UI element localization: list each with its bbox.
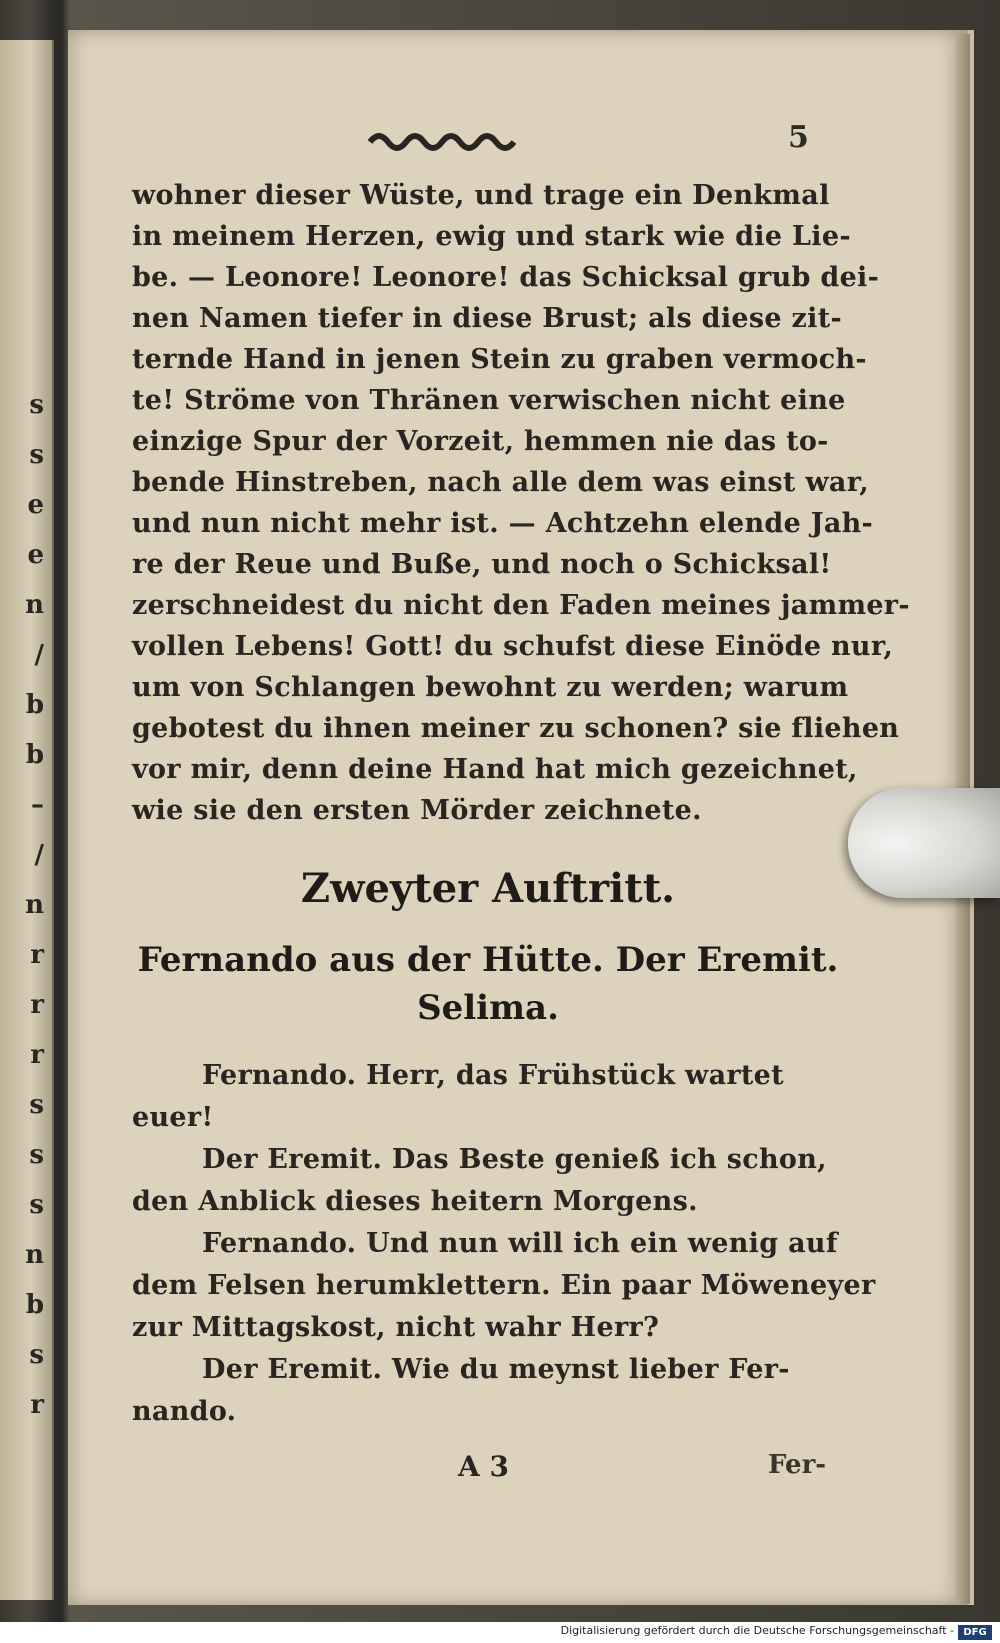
text-line: nen Namen tiefer in diese Brust; als diese zit-: [132, 303, 843, 334]
text-line: gebotest du ihnen meiner zu schonen? sie fliehen: [132, 713, 900, 744]
dialogue-line: zur Mittagskost, nicht wahr Herr?: [132, 1312, 660, 1343]
margin-fragment: n: [25, 1240, 44, 1270]
text-line: und nun nicht mehr ist. — Achtzehn elende Jah-: [132, 508, 874, 539]
dialogue-line: dem Felsen herumklettern. Ein paar Möweneyer: [132, 1270, 876, 1301]
margin-fragment: /: [34, 640, 44, 670]
margin-fragment: s: [29, 1140, 44, 1170]
page-number: 5: [788, 120, 809, 155]
dialogue-line: Fernando. Herr, das Frühstück wartet: [202, 1060, 784, 1091]
text-line: in meinem Herzen, ewig und stark wie die Lie-: [132, 221, 851, 252]
dialogue-line: nando.: [132, 1396, 237, 1427]
dialogue-line: den Anblick dieses heitern Morgens.: [132, 1186, 698, 1217]
dialogue-line: Fernando. Und nun will ich ein wenig auf: [202, 1228, 838, 1259]
text-line: ternde Hand in jenen Stein zu graben vermoch-: [132, 344, 867, 375]
text-line: te! Ströme von Thränen verwischen nicht eine: [132, 385, 846, 416]
wavy-ornament-icon: [368, 128, 518, 152]
signature-mark: A 3: [458, 1450, 509, 1483]
margin-fragment: r: [30, 990, 44, 1020]
cast-line: Selima.: [417, 988, 559, 1028]
text-line: bende Hinstreben, nach alle dem was einst war,: [132, 467, 869, 498]
margin-fragment: n: [25, 590, 44, 620]
margin-fragment: r: [30, 1390, 44, 1420]
margin-fragment: s: [29, 440, 44, 470]
margin-fragment: b: [25, 1290, 44, 1320]
margin-fragment: b: [25, 740, 44, 770]
margin-fragment: s: [29, 1190, 44, 1220]
margin-fragment: s: [29, 1340, 44, 1370]
dialogue-line: Der Eremit. Das Beste genieß ich schon,: [202, 1144, 827, 1175]
margin-fragment: r: [30, 940, 44, 970]
footer-credit: Digitalisierung gefördert durch die Deutsche Forschungsgemeinschaft -: [560, 1624, 954, 1637]
text-line: zerschneidest du nicht den Faden meines jammer-: [132, 590, 910, 621]
dialogue-line: euer!: [132, 1102, 214, 1133]
text-line: einzige Spur der Vorzeit, hemmen nie das to-: [132, 426, 829, 457]
metal-clip-icon: [848, 788, 1000, 898]
margin-fragment: r: [30, 1040, 44, 1070]
scene-heading: Zweyter Auftritt.: [300, 865, 676, 912]
text-line: re der Reue und Buße, und noch o Schicksal!: [132, 549, 832, 580]
dialogue-line: Der Eremit. Wie du meynst lieber Fer-: [202, 1354, 790, 1385]
margin-fragment: e: [27, 490, 44, 520]
margin-fragment: /: [34, 840, 44, 870]
book-page: [68, 30, 974, 1605]
text-line: wohner dieser Wüste, und trage ein Denkmal: [132, 180, 830, 211]
text-line: um von Schlangen bewohnt zu werden; warum: [132, 672, 849, 703]
text-line: be. — Leonore! Leonore! das Schicksal grub dei-: [132, 262, 880, 293]
dfg-logo-icon: DFG: [958, 1625, 992, 1640]
margin-fragment: b: [25, 690, 44, 720]
text-line: wie sie den ersten Mörder zeichnete.: [132, 795, 702, 826]
margin-fragment: s: [29, 1090, 44, 1120]
text-line: vollen Lebens! Gott! du schufst diese Einöde nur,: [132, 631, 894, 662]
margin-fragment: e: [27, 540, 44, 570]
catchword: Fer-: [768, 1450, 827, 1480]
previous-page-edge: [0, 40, 54, 1600]
margin-fragment: –: [31, 790, 44, 820]
margin-fragment: s: [29, 390, 44, 420]
text-line: vor mir, denn deine Hand hat mich gezeichnet,: [132, 754, 858, 785]
margin-fragment: n: [25, 890, 44, 920]
cast-line: Fernando aus der Hütte. Der Eremit.: [137, 940, 839, 980]
